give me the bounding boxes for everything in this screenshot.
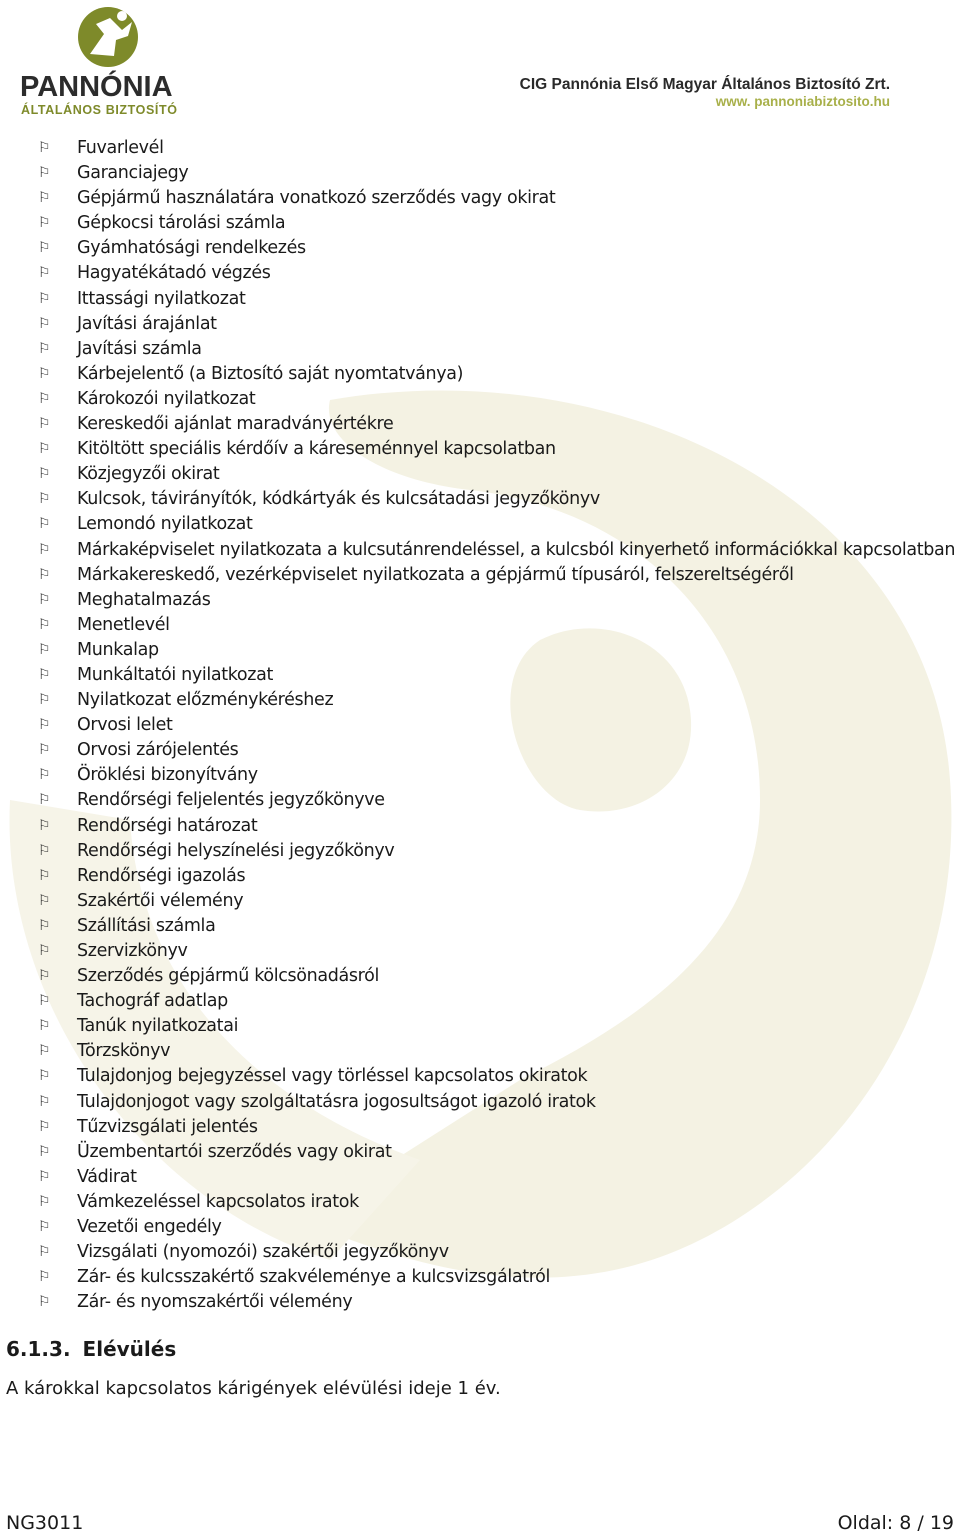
flag-bullet-icon: ⚐ [38,416,51,433]
section-number: 6.1.3. [6,1337,71,1361]
list-item-label: Rendőrségi feljelentés jegyzőkönyve [77,790,385,811]
flag-bullet-icon: ⚐ [38,190,51,207]
section-title: Elévülés [82,1337,177,1361]
flag-bullet-icon: ⚐ [38,165,51,182]
flag-bullet-icon: ⚐ [38,792,51,809]
list-item-label: Vámkezeléssel kapcsolatos iratok [77,1191,359,1212]
flag-bullet-icon: ⚐ [38,541,51,558]
list-item-label: Zár- és nyomszakértői vélemény [77,1292,353,1313]
flag-bullet-icon: ⚐ [38,867,51,884]
logo-wordmark: PANNÓNIA [20,71,173,103]
list-item-label: Kulcsok, távirányítók, kódkártyák és kulcsátadási jegyzőkönyv [77,489,600,510]
list-item [38,186,955,211]
list-item-label: Gyámhatósági rendelkezés [77,238,306,259]
flag-bullet-icon: ⚐ [38,441,51,458]
flag-bullet-icon: ⚐ [38,491,51,508]
list-item [38,713,955,738]
list-item-label: Üzembentartói szerződés vagy okirat [77,1141,392,1162]
list-item [38,312,955,337]
list-item [38,914,955,939]
list-item-label: Orvosi zárójelentés [77,740,239,761]
flag-bullet-icon: ⚐ [38,1093,51,1110]
list-item [38,236,955,261]
page-header [0,0,960,125]
list-item [38,161,955,186]
list-item-label: Vizsgálati (nyomozói) szakértői jegyzőkönyv [77,1242,449,1263]
document-list [38,136,955,1315]
flag-bullet-icon: ⚐ [38,917,51,934]
flag-bullet-icon: ⚐ [38,240,51,257]
list-item [38,788,955,813]
list-item-label: Rendőrségi helyszínelési jegyzőkönyv [77,840,395,861]
list-item-label: Nyilatkozat előzménykéréshez [77,690,334,711]
list-item-label: Márkakereskedő, vezérképviselet nyilatkozata a gépjármű típusáról, felszereltségéről [77,564,794,585]
list-item [38,864,955,889]
list-item-label: Orvosi lelet [77,715,173,736]
flag-bullet-icon: ⚐ [38,466,51,483]
list-item [38,437,955,462]
list-item [38,487,955,512]
flag-bullet-icon: ⚐ [38,1018,51,1035]
flag-bullet-icon: ⚐ [38,993,51,1010]
pannonia-logo [18,4,208,119]
flag-bullet-icon: ⚐ [38,968,51,985]
flag-bullet-icon: ⚐ [38,742,51,759]
list-item [38,738,955,763]
list-item-label: Tulajdonjog bejegyzéssel vagy törléssel kapcsolatos okiratok [77,1066,588,1087]
list-item-label: Munkáltatói nyilatkozat [77,664,273,685]
flag-bullet-icon: ⚐ [38,1043,51,1060]
flag-bullet-icon: ⚐ [38,1244,51,1261]
list-item-label: Szakértői vélemény [77,890,244,911]
list-item-label: Javítási számla [77,338,202,359]
list-item-label: Munkalap [77,639,159,660]
flag-bullet-icon: ⚐ [38,616,51,633]
list-item-label: Tűzvizsgálati jelentés [77,1116,258,1137]
list-item-label: Kárbejelentő (a Biztosító saját nyomtatványa) [77,363,464,384]
list-item-label: Kitöltött speciális kérdőív a káreseménnyel kapcsolatban [77,439,556,460]
flag-bullet-icon: ⚐ [38,215,51,232]
list-item-label: Vádirat [77,1166,137,1187]
list-item-label: Fuvarlevél [77,138,164,158]
flag-bullet-icon: ⚐ [38,1193,51,1210]
list-item [38,1064,955,1089]
flag-bullet-icon: ⚐ [38,140,51,156]
list-item [38,989,955,1014]
page-number: Oldal: 8 / 19 [837,1512,954,1534]
flag-bullet-icon: ⚐ [38,817,51,834]
flag-bullet-icon: ⚐ [38,390,51,407]
list-item [38,763,955,788]
list-item [38,1115,955,1140]
flag-bullet-icon: ⚐ [38,1294,51,1311]
list-item [38,1140,955,1165]
list-item-label: Gépkocsi tárolási számla [77,213,286,234]
company-info [520,76,890,110]
flag-bullet-icon: ⚐ [38,892,51,909]
list-item [38,638,955,663]
list-item [38,261,955,286]
flag-bullet-icon: ⚐ [38,767,51,784]
list-item [38,462,955,487]
flag-bullet-icon: ⚐ [38,1143,51,1160]
flag-bullet-icon: ⚐ [38,315,51,332]
list-item-label: Tanúk nyilatkozatai [77,1016,239,1037]
company-website[interactable]: www. pannoniabiztosito.hu [715,94,890,109]
flag-bullet-icon: ⚐ [38,717,51,734]
list-item-label: Szállítási számla [77,915,216,936]
list-item [38,287,955,312]
list-item [38,136,955,161]
list-item [38,1290,955,1315]
company-name: CIG Pannónia Első Magyar Általános Biztosító Zrt. [519,76,890,93]
list-item [38,1240,955,1265]
list-item [38,964,955,989]
list-item [38,613,955,638]
list-item-label: Tulajdonjogot vagy szolgáltatásra jogosultságot igazoló iratok [77,1091,596,1112]
list-item-label: Öröklési bizonyítvány [77,765,258,786]
list-item [38,663,955,688]
flag-bullet-icon: ⚐ [38,1168,51,1185]
flag-bullet-icon: ⚐ [38,641,51,658]
list-item-label: Ittassági nyilatkozat [77,288,246,309]
list-item [38,839,955,864]
flag-bullet-icon: ⚐ [38,692,51,709]
flag-bullet-icon: ⚐ [38,842,51,859]
list-item [38,563,955,588]
list-item-label: Márkaképviselet nyilatkozata a kulcsutánrendeléssel, a kulcsból kinyerhető információkkal kapcsolatban [77,539,956,560]
flag-bullet-icon: ⚐ [38,943,51,959]
list-item [38,512,955,537]
list-item-label: Kereskedői ajánlat maradványértékre [77,414,394,435]
list-item [38,387,955,412]
flag-bullet-icon: ⚐ [38,365,51,382]
flag-bullet-icon: ⚐ [38,340,51,357]
list-item [38,362,955,387]
flag-bullet-icon: ⚐ [38,290,51,307]
list-item-label: Rendőrségi igazolás [77,865,246,886]
list-item [38,588,955,613]
section-text: A károkkal kapcsolatos kárigények elévülési ideje 1 év. [6,1378,501,1399]
list-item [38,1265,955,1290]
list-item-label: Javítási árajánlat [77,313,217,334]
list-item [38,1165,955,1190]
flag-bullet-icon: ⚐ [38,1269,51,1286]
list-item [38,1014,955,1039]
flag-bullet-icon: ⚐ [38,1118,51,1135]
list-item [38,889,955,914]
list-item-label: Szerződés gépjármű kölcsönadásról [77,966,379,987]
list-item [38,1090,955,1115]
list-item-label: Károkozói nyilatkozat [77,388,256,409]
flag-bullet-icon: ⚐ [38,265,51,282]
flag-bullet-icon: ⚐ [38,1219,51,1236]
list-item [38,1215,955,1240]
list-item [38,1039,955,1064]
list-item-label: Törzskönyv [77,1041,171,1062]
logo-subtitle: ÁLTALÁNOS BIZTOSÍTÓ [21,103,178,117]
flag-bullet-icon: ⚐ [38,566,51,583]
list-item [38,337,955,362]
list-item [38,814,955,839]
list-item-label: Garanciajegy [77,163,189,184]
list-item-label: Menetlevél [77,614,170,635]
list-item-label: Tachográf adatlap [77,991,228,1012]
doc-code: NG3011 [6,1512,84,1534]
list-item [38,688,955,713]
list-item-label: Rendőrségi határozat [77,815,258,836]
list-item-label: Zár- és kulcsszakértő szakvéleménye a kulcsvizsgálatról [77,1267,551,1288]
list-item [38,412,955,437]
list-item [38,1190,955,1215]
list-item [38,211,955,236]
list-item-label: Közjegyzői okirat [77,464,220,485]
flag-bullet-icon: ⚐ [38,516,51,533]
list-item-label: Meghatalmazás [77,589,211,610]
flag-bullet-icon: ⚐ [38,591,51,608]
section-heading [6,1337,176,1361]
flag-bullet-icon: ⚐ [38,666,51,683]
list-item-label: Lemondó nyilatkozat [77,514,253,535]
list-item-label: Szervizkönyv [77,941,188,961]
list-item-label: Hagyatékátadó végzés [77,263,271,284]
flag-bullet-icon: ⚐ [38,1068,51,1085]
list-item [38,538,955,563]
list-item-label: Gépjármű használatára vonatkozó szerződés vagy okirat [77,188,556,209]
list-item [38,939,955,964]
list-item-label: Vezetői engedély [77,1217,222,1238]
